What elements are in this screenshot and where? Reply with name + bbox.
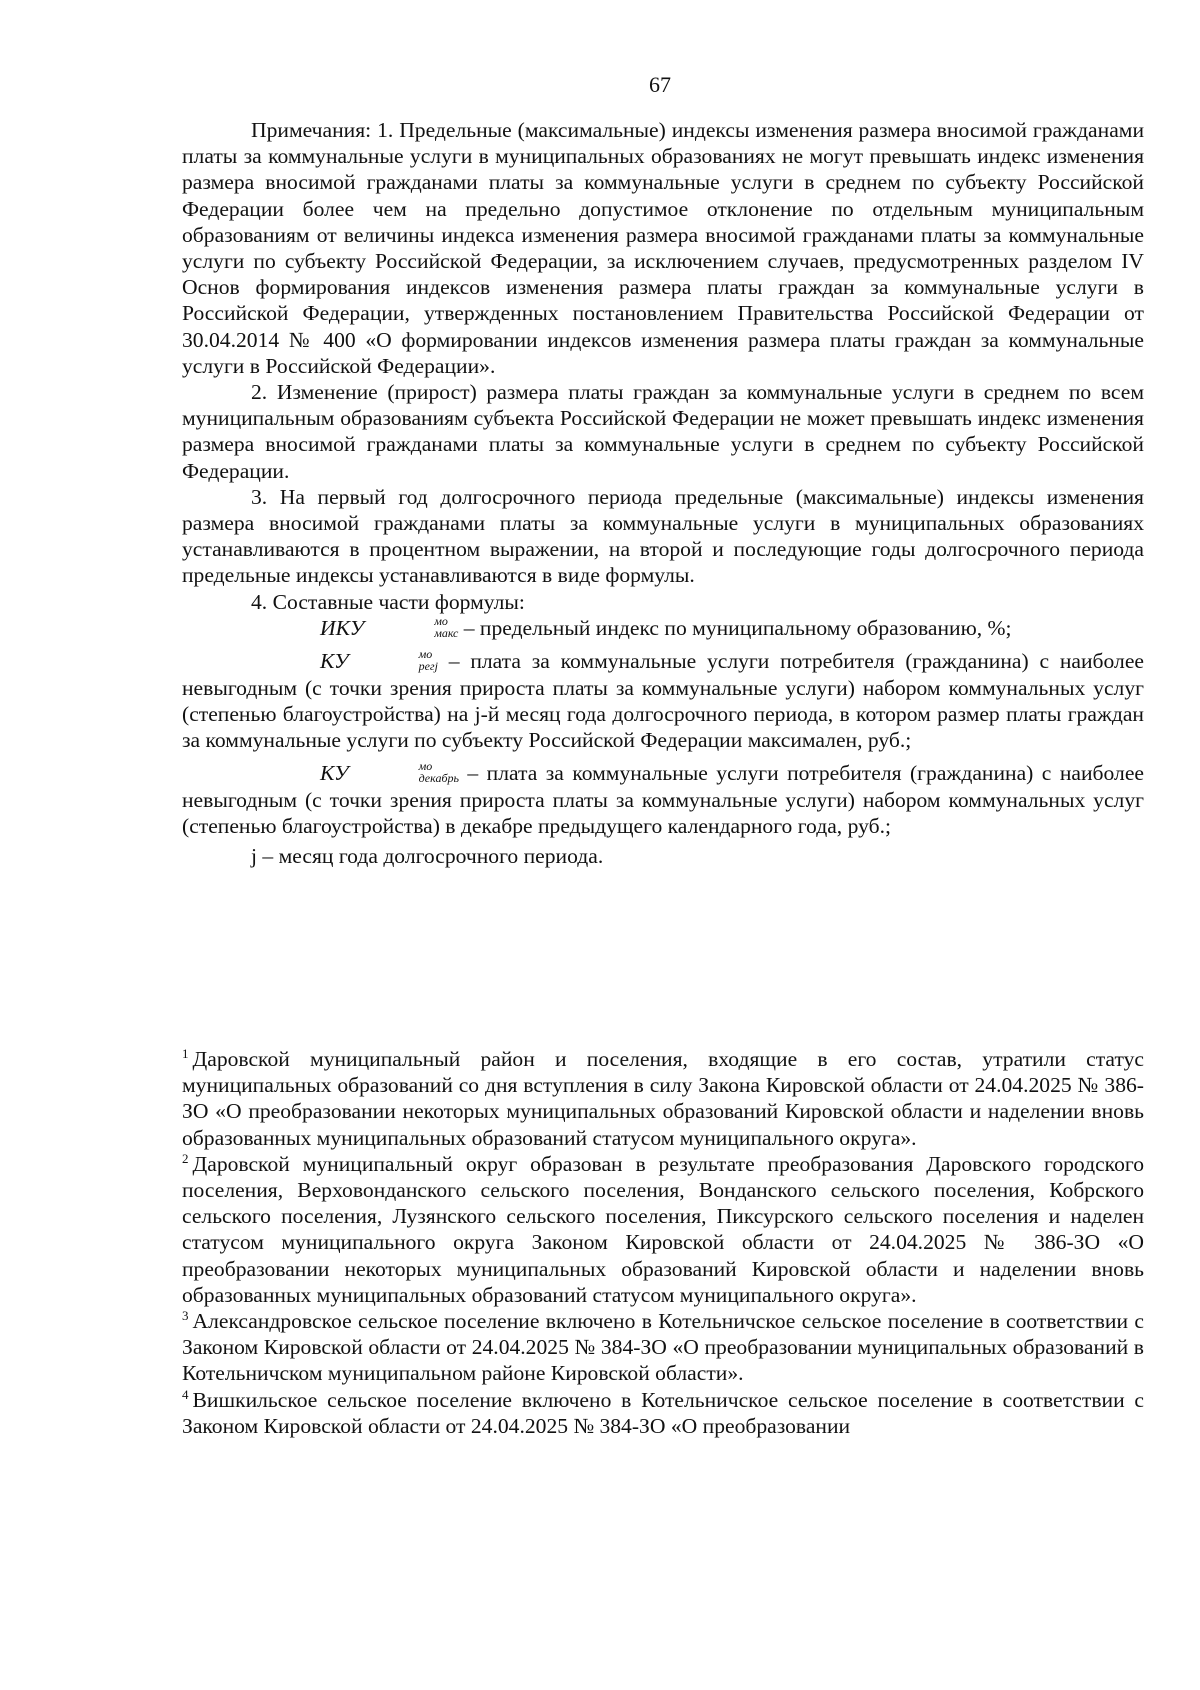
footnote-text: Даровской муниципальный округ образован в результате преобразования Даровского городского поселения, Верховонданского сельского поселения, Вонданского сельского поселения, Кобрского сельского поселения, Лузянского сельского поселения, Пиксурского сельского поселения и наделен статусом муниципального округа Законом Кировской области от 24.04.2025 № 386-ЗО «О преобразовании некоторых муниципальных образований Кировской области и наделении вновь образованных муниципальных образований статусом муниципального округа». xyxy=(182,1151,1144,1307)
notes-section xyxy=(182,117,1144,869)
formula-symbol-ku-reg xyxy=(251,648,438,675)
footnote-mark: 3 xyxy=(182,1308,189,1324)
formula-symbol-iku xyxy=(251,615,458,642)
formula-sup: мо xyxy=(434,613,448,628)
formula-base: ИКУ xyxy=(320,615,365,640)
formula-indices xyxy=(350,760,459,784)
note-paragraph-j: j – месяц года долгосрочного периода. xyxy=(251,844,604,869)
note-paragraph-1: Примечания: 1. Предельные (максимальные) индексы изменения размера вносимой гражданами платы за коммунальные услуги в муниципальных образованиях не могут превышать индекс изменения размера вносимой гражданами платы за коммунальные услуги в среднем по субъекту Российской Федерации более чем на предельно допустимое отклонение по отдельным муниципальным образованиям от величины индекса изменения размера вносимой гражданами платы за коммунальные услуги по субъекту Российской Федерации, за исключением случаев, предусмотренных разделом IV Основ формирования индексов изменения размера платы граждан за коммунальные услуги в Российской Федерации, утвержденных постановлением Правительства Российской Федерации от 30.04.2014 № 400 «О формировании индексов изменения размера платы граждан за коммунальные услуги в Российской Федерации». xyxy=(182,118,1144,378)
footnote-4 xyxy=(182,1387,1144,1439)
footnotes-section xyxy=(182,1046,1144,1439)
formula-definition-ku-reg xyxy=(182,648,1144,754)
footnote-1 xyxy=(182,1046,1144,1151)
formula-definition-ku-dec xyxy=(182,760,1144,839)
footnote-text: Александровское сельское поселение включено в Котельничское сельское поселение в соответствии с Законом Кировской области от 24.04.2025 № 384-ЗО «О преобразовании муниципальных образований в Котельничском муниципальном районе Кировской области». xyxy=(182,1309,1144,1386)
footnote-text: Вишкильское сельское поселение включено в Котельничское сельское поселение в соответствии с Законом Кировской области от 24.04.2025 № 384-ЗО «О преобразовании xyxy=(182,1387,1144,1438)
footnote-text: Даровской муниципальный район и поселения, входящие в его состав, утратили статус муниципальных образований со дня вступления в силу Закона Кировской области от 24.04.2025 № 386-ЗО «О преобразовании некоторых муниципальных образований Кировской области и наделении вновь образованных муниципальных образований статусом муниципального округа». xyxy=(182,1047,1144,1150)
note-paragraph-2: 2. Изменение (прирост) размера платы граждан за коммунальные услуги в среднем по всем муниципальным образованиям субъекта Российской Федерации не может превышать индекс изменения размера вносимой гражданами платы за коммунальные услуги в среднем по субъекту Российской Федерации. xyxy=(182,380,1144,483)
formula-description: – предельный индекс по муниципальному образованию, %; xyxy=(458,615,1012,640)
formula-description: – плата за коммунальные услуги потребителя (гражданина) с наиболее невыгодным (с точки зрения прироста платы за коммунальные услуги) набором коммунальных услуг (степенью благоустройства) на j-й месяц года долгосрочного периода, в котором размер платы граждан за коммунальные услуги по субъекту Российской Федерации максимален, руб.; xyxy=(182,648,1144,753)
footnote-mark: 4 xyxy=(182,1386,189,1402)
formula-symbol-ku-dec xyxy=(251,760,459,787)
note-paragraph-3: 3. На первый год долгосрочного периода предельные (максимальные) индексы изменения размера вносимой гражданами платы за коммунальные услуги в муниципальных образованиях устанавливаются в процентном выражении, на второй и последующие годы долгосрочного периода предельные индексы устанавливаются в виде формулы. xyxy=(182,484,1144,588)
note-paragraph-4: 4. Составные части формулы: xyxy=(251,589,525,614)
formula-sub: макс xyxy=(434,625,459,640)
footnote-3 xyxy=(182,1308,1144,1387)
page-number: 67 xyxy=(649,72,671,97)
formula-base: КУ xyxy=(320,760,349,785)
footnote-mark: 2 xyxy=(182,1150,189,1166)
formula-sup: мо xyxy=(418,646,433,661)
footnote-2 xyxy=(182,1151,1144,1308)
formula-base: КУ xyxy=(320,648,349,673)
formula-description: – плата за коммунальные услуги потребителя (гражданина) с наиболее невыгодным (с точки зрения прироста платы за коммунальные услуги) набором коммунальных услуг (степенью благоустройства) в декабре предыдущего календарного года, руб.; xyxy=(182,760,1144,838)
formula-indices xyxy=(350,648,438,672)
footnote-mark: 1 xyxy=(182,1046,189,1061)
formula-sub: регj xyxy=(418,658,438,673)
formula-definition-iku xyxy=(182,615,1144,642)
formula-sup: мо xyxy=(418,758,433,773)
formula-sub: декабрь xyxy=(418,770,459,785)
formula-indices xyxy=(365,615,458,639)
